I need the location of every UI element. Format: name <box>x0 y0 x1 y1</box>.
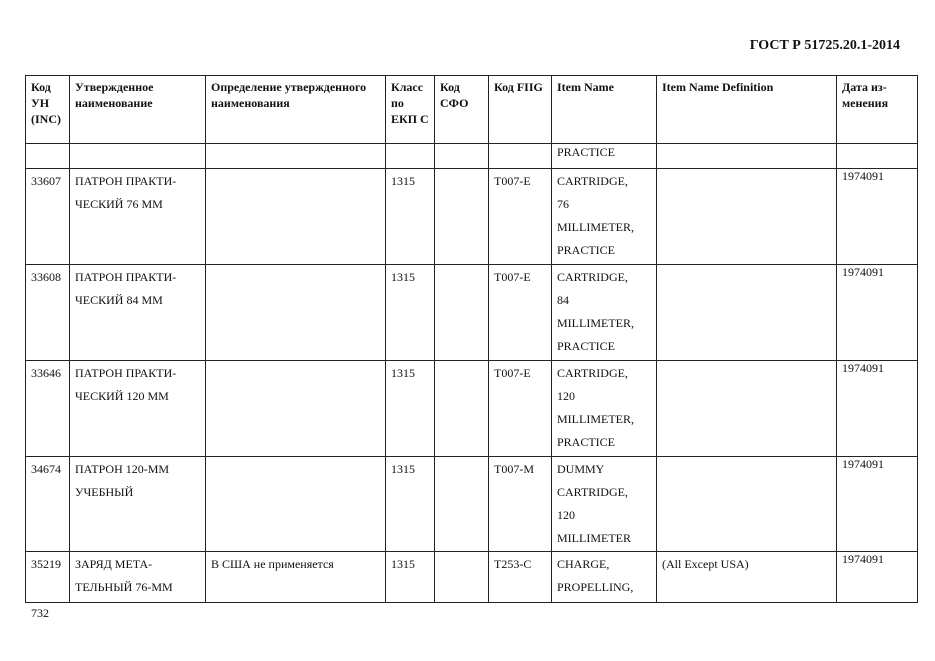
header-fiig-code: Код FIIG <box>489 76 552 144</box>
fiig-code: T007-M <box>494 462 534 476</box>
approved-name: ПАТРОН 120-ММ УЧЕБНЫЙ <box>75 462 170 499</box>
change-date: 1974091 <box>842 169 884 183</box>
table-row <box>26 361 918 457</box>
item-names-table <box>25 75 918 603</box>
change-date: 1974091 <box>842 265 884 279</box>
fiig-code: T007-E <box>494 366 531 380</box>
approved-name: ПАТРОН ПРАКТИ- ЧЕСКИЙ 120 ММ <box>75 366 177 403</box>
inc-code: 35219 <box>31 557 61 571</box>
header-item-name-definition: Item Name Definition <box>657 76 837 144</box>
name-definition <box>211 265 380 266</box>
header-sfo-code: Код СФО <box>435 76 489 144</box>
inc-code: 33607 <box>31 174 61 188</box>
item-name: CARTRIDGE, 120 MILLIMETER, PRACTICE <box>557 366 634 449</box>
continued-item-name: PRACTICE <box>557 145 616 159</box>
item-name-definition <box>662 169 831 170</box>
fiig-code: T007-E <box>494 270 531 284</box>
item-name-definition: (All Except USA) <box>662 557 749 571</box>
table-row <box>26 457 918 552</box>
fiig-code: T007-E <box>494 174 531 188</box>
inc-code: 33608 <box>31 270 61 284</box>
name-definition <box>211 457 380 458</box>
table-row-continuation <box>26 144 918 169</box>
sfo-code <box>440 552 483 553</box>
sfo-code <box>440 457 483 458</box>
sfo-code <box>440 169 483 170</box>
name-definition: В США не применяется <box>211 557 334 571</box>
name-definition <box>211 361 380 362</box>
item-name: CARTRIDGE, 84 MILLIMETER, PRACTICE <box>557 270 634 353</box>
class-code: 1315 <box>391 462 415 476</box>
fiig-code: T253-C <box>494 557 532 571</box>
approved-name: ПАТРОН ПРАКТИ- ЧЕСКИЙ 76 ММ <box>75 174 177 211</box>
item-name-definition <box>662 265 831 266</box>
header-item-name: Item Name <box>552 76 657 144</box>
header-approved-name: Утвержденное наименование <box>70 76 206 144</box>
approved-name: ЗАРЯД МЕТА- ТЕЛЬНЫЙ 76-ММ <box>75 557 173 594</box>
change-date: 1974091 <box>842 457 884 471</box>
change-date: 1974091 <box>842 552 884 566</box>
class-code: 1315 <box>391 174 415 188</box>
table-row <box>26 169 918 265</box>
header-inc-code: Код УН (INC) <box>26 76 70 144</box>
item-name: DUMMY CARTRIDGE, 120 MILLIMETER <box>557 462 631 545</box>
item-name: CHARGE, PROPELLING, <box>557 557 634 594</box>
header-change-date: Дата из- менения <box>837 76 918 144</box>
change-date: 1974091 <box>842 361 884 375</box>
header-class: Класс по ЕКП С <box>386 76 435 144</box>
inc-code: 33646 <box>31 366 61 380</box>
sfo-code <box>440 265 483 266</box>
table-row <box>26 552 918 603</box>
inc-code: 34674 <box>31 462 61 476</box>
table-row <box>26 265 918 361</box>
approved-name: ПАТРОН ПРАКТИ- ЧЕСКИЙ 84 ММ <box>75 270 177 307</box>
class-code: 1315 <box>391 270 415 284</box>
item-name: CARTRIDGE, 76 MILLIMETER, PRACTICE <box>557 174 634 257</box>
item-name-definition <box>662 361 831 362</box>
sfo-code <box>440 361 483 362</box>
class-code: 1315 <box>391 557 415 571</box>
name-definition <box>211 169 380 170</box>
table-header-row <box>26 76 918 144</box>
item-name-definition <box>662 457 831 458</box>
class-code: 1315 <box>391 366 415 380</box>
header-name-definition: Определение утвержденного наименования <box>206 76 386 144</box>
page-number: 732 <box>31 606 49 620</box>
document-title: ГОСТ Р 51725.20.1-2014 <box>749 38 900 53</box>
